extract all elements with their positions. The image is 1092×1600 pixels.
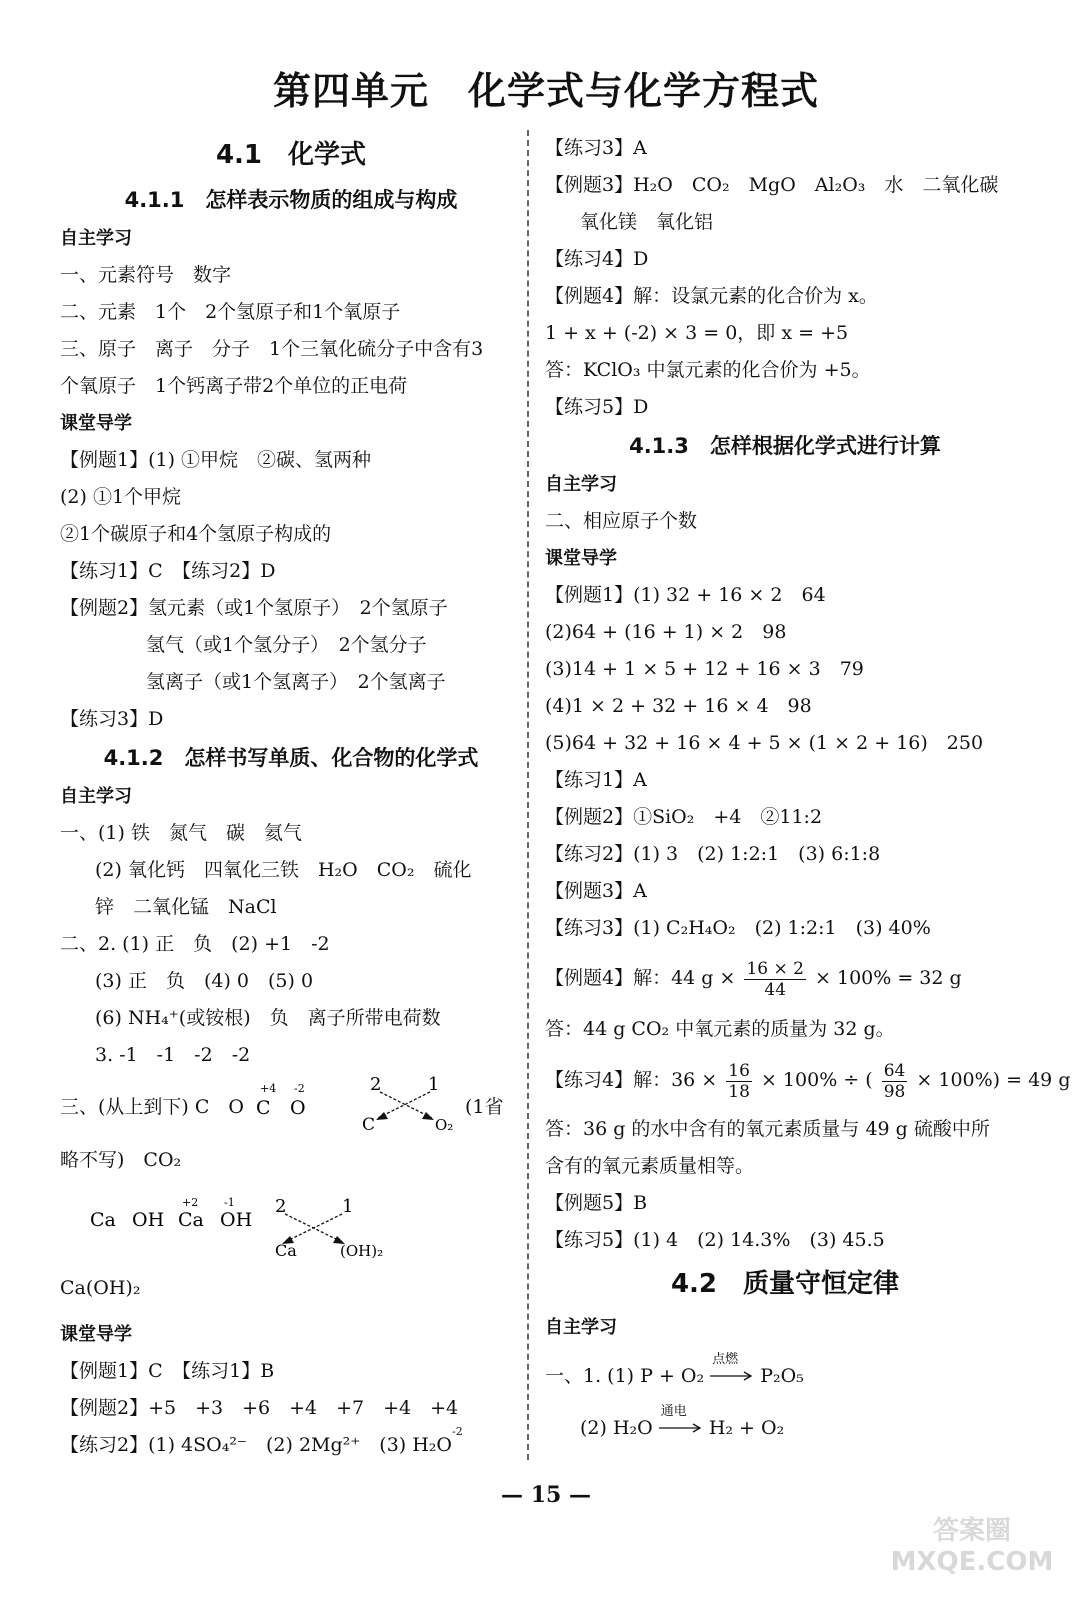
arrow-icon (659, 1423, 703, 1433)
answer-line: 【例题2】+5 +3 +6 +4 +7 +4 +4 (60, 1397, 459, 1419)
answer-line: 一、(1) 铁 氮气 碳 氦气 (60, 822, 302, 844)
equation-line (545, 1346, 1025, 1398)
fraction-numerator: 16 (728, 1060, 750, 1081)
element-symbol: Ca (178, 1209, 204, 1231)
cross-symbol: (OH)₂ (340, 1242, 384, 1260)
answer-text: × 100%) = 49 g (916, 1069, 1071, 1091)
answer-line: 【练习1】A (545, 769, 647, 791)
fraction-denominator: 44 (764, 979, 787, 1000)
answer-line: 【例题1】(1) ①甲烷 ②碳、氢两种 (60, 449, 372, 471)
arrow-icon (710, 1371, 754, 1381)
section-heading: 4.1 化学式 (215, 140, 367, 170)
cross-method-co2 (60, 1074, 522, 1132)
answer-line: 【例题1】C 【练习1】B (60, 1360, 275, 1382)
answer-line: 二、相应原子个数 (545, 510, 698, 532)
answer-text: H₂ + O₂ (708, 1417, 785, 1439)
reaction-arrow (710, 1352, 754, 1387)
answer-text: 【例题4】解：44 g × (545, 967, 736, 989)
watermark-logo: 答案圈 MXQE.COM (890, 1516, 1054, 1577)
answer-line: 答：KClO₃ 中氯元素的化合价为 +5。 (545, 359, 871, 381)
answer-text: (2) H₂O (580, 1417, 653, 1439)
answer-line: 3. -1 -1 -2 -2 (95, 1044, 251, 1066)
cross-arrow (285, 1214, 342, 1242)
element-symbol: OH (220, 1209, 253, 1231)
answer-line: 答：36 g 的水中含有的氧元素质量与 49 g 硫酸中所 (545, 1118, 990, 1140)
answer-line: 略不写) CO₂ (60, 1149, 182, 1171)
answer-text: × 100% ÷ ( (760, 1069, 873, 1091)
reaction-arrow (659, 1404, 703, 1439)
cross-symbol: C (362, 1115, 376, 1132)
cross-arrow (380, 1092, 432, 1118)
answer-line: 一、元素符号 数字 (60, 264, 232, 286)
valence-mark: -2 (294, 1082, 305, 1095)
answer-line: 【练习5】D (545, 396, 649, 418)
label-zizhu: 自主学习 (60, 228, 132, 249)
answer-text: (1省 (465, 1096, 504, 1118)
answer-line: 【例题2】①SiO₂ +4 ②11:2 (545, 806, 823, 828)
section-heading: 4.2 质量守恒定律 (670, 1269, 900, 1299)
answer-line: 【例题3】H₂O CO₂ MgO Al₂O₃ 水 二氧化碳 (545, 174, 999, 196)
fraction-denominator: 18 (728, 1081, 750, 1102)
answer-line: (5)64 + 32 + 16 × 4 + 5 × (1 × 2 + 16) 250 (545, 732, 984, 754)
answer-line: 【例题1】(1) 32 + 16 × 2 64 (545, 584, 826, 606)
label-ketang: 课堂导学 (545, 548, 617, 569)
fraction-numerator: 64 (883, 1060, 906, 1081)
label-ketang: 课堂导学 (60, 413, 132, 434)
answer-text: × 100% = 32 g (815, 967, 962, 989)
subsection-heading: 4.1.2 怎样书写单质、化合物的化学式 (103, 746, 479, 770)
label-zizhu: 自主学习 (60, 786, 132, 807)
label-zizhu: 自主学习 (545, 474, 617, 495)
element-symbol: OH (132, 1209, 165, 1231)
cross-arrow (378, 1092, 430, 1118)
answer-line: 【练习3】A (545, 137, 647, 159)
answer-line: (3)14 + 1 × 5 + 12 + 16 × 3 79 (545, 658, 864, 680)
answer-line: 氧化镁 氧化铝 (580, 211, 714, 233)
answer-line: 含有的氧元素质量相等。 (545, 1155, 755, 1177)
answer-line: 【例题2】氢元素（或1个氢原子） 2个氢原子 (60, 597, 448, 619)
reaction-condition: 通电 (660, 1404, 687, 1419)
element-symbol: C (256, 1097, 271, 1119)
cross-number: 1 (342, 1196, 354, 1217)
answer-line: 【例题4】解：设氯元素的化合价为 x。 (545, 285, 878, 307)
cross-symbol: O₂ (435, 1116, 454, 1132)
answer-line: (4)1 × 2 + 32 + 16 × 4 98 (545, 695, 812, 717)
element-symbol: Ca (90, 1209, 116, 1231)
answer-line: 三、原子 离子 分子 1个三氧化硫分子中含有3 (60, 338, 484, 360)
answer-line: 1 + x + (-2) × 3 = 0，即 x = +5 (545, 322, 849, 344)
answer-text: P₂O₅ (760, 1365, 804, 1387)
answer-line: (6) NH₄⁺(或铵根) 负 离子所带电荷数 (95, 1007, 441, 1029)
answer-line: 锌 二氧化锰 NaCl (95, 896, 277, 918)
fraction (744, 959, 806, 1000)
answer-text: 【练习4】解：36 × (545, 1069, 718, 1091)
label-ketang: 课堂导学 (60, 1324, 132, 1345)
answer-line: 氢离子（或1个氢离子） 2个氢离子 (146, 671, 446, 693)
answer-text: 三、(从上到下) C O (60, 1096, 244, 1118)
page-title: 第四单元 化学式与化学方程式 (272, 69, 819, 113)
fraction (726, 1061, 752, 1102)
right-column (545, 130, 1071, 1450)
valence-mark: +2 (182, 1196, 199, 1209)
arrow-head (376, 1112, 388, 1120)
answer-line: ②1个碳原子和4个氢原子构成的 (60, 523, 332, 545)
equation-line (545, 1398, 1025, 1450)
answer-line: 【练习1】C 【练习2】D (60, 560, 276, 582)
answer-line: 二、元素 1个 2个氢原子和1个氧原子 (60, 301, 401, 323)
answer-line: 【练习3】D (60, 708, 164, 730)
valence-mark: -2 (452, 1425, 463, 1438)
answer-line: 【练习2】(1) 3 (2) 1:2:1 (3) 6:1:8 (545, 843, 881, 865)
subsection-heading: 4.1.3 怎样根据化学式进行计算 (629, 434, 941, 458)
answer-line: 二、2. (1) 正 负 (2) +1 -2 (60, 933, 330, 955)
page-number: — 15 — (501, 1482, 591, 1508)
arrow-head (422, 1112, 434, 1120)
valence-cross-diagram (60, 1188, 420, 1260)
answer-text: 【练习2】(1) 4SO₄²⁻ (2) 2Mg²⁺ (3) H₂O (60, 1434, 453, 1456)
cross-symbol: Ca (275, 1241, 297, 1260)
answer-line: (2)64 + (16 + 1) × 2 98 (545, 621, 787, 643)
fraction-numerator: 16 × 2 (746, 958, 804, 979)
valence-mark: +4 (260, 1082, 277, 1095)
cross-method-caoh2 (60, 1188, 522, 1260)
answer-text: 一、1. (1) P + O₂ (545, 1365, 705, 1387)
answer-line: Ca(OH)₂ (60, 1277, 141, 1299)
subsection-heading: 4.1.1 怎样表示物质的组成与构成 (124, 188, 458, 212)
answer-line: 【例题3】A (545, 880, 647, 902)
answer-line (60, 1427, 522, 1464)
fraction (882, 1061, 908, 1102)
reaction-condition: 点燃 (712, 1352, 739, 1367)
answer-line: (3) 正 负 (4) 0 (5) 0 (95, 970, 314, 992)
answer-line: (2) 氧化钙 四氧化三铁 H₂O CO₂ 硫化 (95, 859, 472, 881)
valence-mark: -1 (224, 1196, 235, 1209)
label-zizhu: 自主学习 (545, 1317, 617, 1338)
answer-line: 答：44 g CO₂ 中氧元素的质量为 32 g。 (545, 1018, 895, 1040)
answer-line: 【例题5】B (545, 1192, 648, 1214)
answer-line: 【练习5】(1) 4 (2) 14.3% (3) 45.5 (545, 1229, 885, 1251)
answer-line: 【练习3】(1) C₂H₄O₂ (2) 1:2:1 (3) 40% (545, 917, 931, 939)
answer-line: 个氧原子 1个钙离子带2个单位的正电荷 (60, 375, 408, 397)
answer-line (545, 947, 1025, 1009)
answer-line: 【练习4】D (545, 248, 649, 270)
answer-line: 氢气（或1个氢分子） 2个氢分子 (146, 634, 427, 656)
cross-number: 1 (428, 1074, 440, 1095)
column-divider (527, 130, 529, 1460)
left-column (60, 130, 522, 1464)
answer-line (545, 1049, 1071, 1111)
cross-number: 2 (275, 1196, 287, 1217)
answer-line: (2) ①1个甲烷 (60, 486, 182, 508)
cross-number: 2 (370, 1074, 382, 1095)
element-symbol: O (290, 1097, 306, 1119)
fraction-denominator: 98 (883, 1081, 906, 1102)
